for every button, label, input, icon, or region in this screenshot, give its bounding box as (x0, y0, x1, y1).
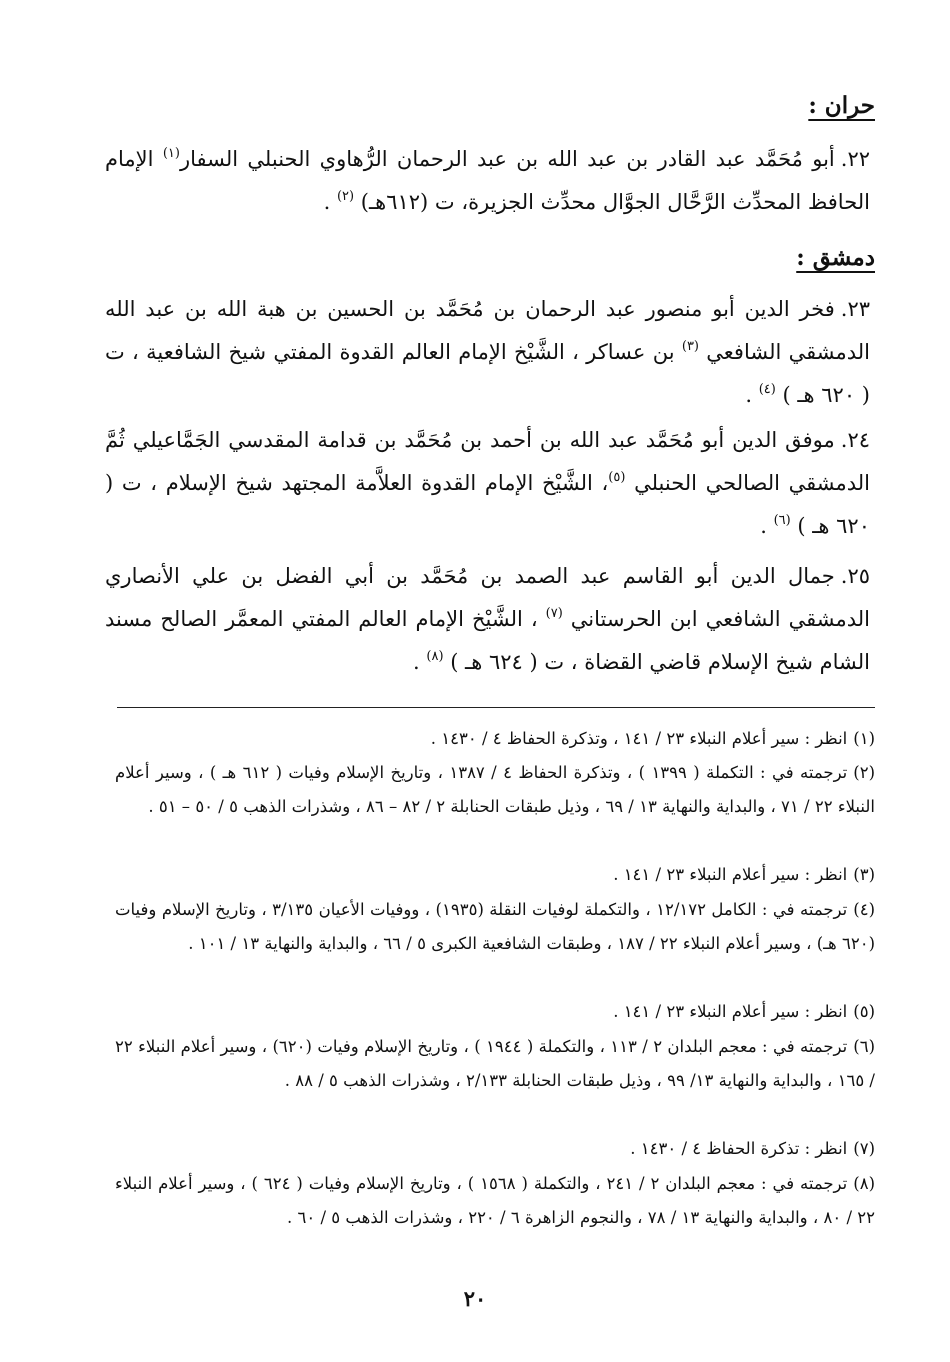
footnote-separator (117, 707, 875, 708)
footnote-8 (115, 1167, 875, 1235)
footnote-5 (115, 995, 875, 1029)
section-heading-harran: حران : (808, 92, 875, 119)
entry-text: الإمام الحافظ المحدِّث الرَّحَّال الجوَّال محدِّث الجزيرة، ت (٦١٢هـ) (105, 147, 870, 214)
entry-number: ٢٥. (840, 564, 870, 588)
section-heading-dimashq: دمشق : (796, 244, 875, 271)
footnote-6 (115, 1030, 875, 1098)
footnote-number: (٨) (853, 1174, 876, 1193)
footnote-ref: (٤) (758, 382, 776, 397)
footnote-ref: (٧) (545, 606, 563, 621)
footnote-text: ترجمته في : الكامل ١٢/١٧٢ ، والتكملة لوفيات النقلة (١٩٣٥) ، ووفيات الأعيان ٣/١٣٥ ، وتاريخ الإسلام وفيات (٦٢٠ هـ) ، وسير أعلام النبلاء ٢٢ / ١٨٧ ، وطبقات الشافعية الكبرى ٥ / ٦٦ ، والبداية والنهاية ١٣ / ١٠١ . (115, 900, 875, 953)
footnote-ref: (١) (162, 146, 180, 161)
footnote-text: انظر : سير أعلام النبلاء ٢٣ / ١٤١ ، وتذكرة الحفاظ ٤ / ١٤٣٠ . (430, 729, 848, 748)
footnote-text: انظر : سير أعلام النبلاء ٢٣ / ١٤١ . (613, 1002, 848, 1021)
footnote-ref: (٢) (336, 189, 355, 204)
footnote-number: (٣) (853, 865, 875, 884)
entry-text: ، الشَّيْخ الإمام القدوة العلاَّمة المجتهد شيخ الإسلام ، ت ( ٦٢٠ هـ ) (105, 471, 870, 538)
footnote-text: انظر : سير أعلام النبلاء ٢٣ / ١٤١ . (613, 865, 848, 884)
entry-text: أبو مُحَمَّد عبد القادر بن عبد الله بن عبد الرحمان الرُّهاوي الحنبلي السفار (179, 147, 835, 171)
entry-end: . (413, 650, 427, 674)
footnote-number: (٤) (853, 900, 876, 919)
entry-text: ، الشَّيْخ الإمام العالم المفتي المعمَّر الصالح مسند الشام شيخ الإسلام قاضي القضاة ، ت ( ٦٢٤ هـ ) (105, 607, 870, 674)
footnote-number: (٧) (853, 1139, 875, 1158)
entry-24 (105, 419, 870, 548)
footnote-number: (٦) (853, 1037, 875, 1056)
footnote-number: (٥) (853, 1002, 875, 1021)
entry-text: جمال الدين أبو القاسم عبد الصمد بن مُحَمَّد بن أبي الفضل بن علي الأنصاري الدمشقي الشافعي ابن الحرستاني (105, 564, 871, 631)
footnote-text: انظر : تذكرة الحفاظ ٤ / ١٤٣٠ . (630, 1139, 848, 1158)
entry-end: . (323, 190, 337, 214)
entry-23 (105, 288, 870, 417)
footnote-ref: (٣) (681, 339, 699, 354)
entry-end: . (745, 383, 759, 407)
entry-text: بن عساكر ، الشَّيْخ الإمام العالم القدوة المفتي شيخ الشافعية ، ت ( ٦٢٠ هـ ) (105, 340, 870, 407)
footnote-1 (115, 722, 875, 756)
footnote-text: ترجمته في : التكملة ( ١٣٩٩ ) ، وتذكرة الحفاظ ٤ / ١٣٨٧ ، وتاريخ الإسلام وفيات ( ٦١٢ هـ ) ، وسير أعلام النبلاء ٢٢ / ٧١ ، والبداية والنهاية ١٣ / ٦٩ ، وذيل طبقات الحنابلة ٢ / ٨٢ – ٨٦ ، وشذرات الذهب ٥ / ٥٠ – ٥١ . (115, 763, 875, 816)
footnote-2 (115, 756, 875, 824)
entry-22 (105, 138, 870, 224)
entry-25 (105, 555, 870, 684)
footnote-ref: (٥) (608, 470, 626, 485)
footnote-text: ترجمته في : معجم البلدان ٢ / ٢٤١ ، والتكملة ( ١٥٦٨ ) ، وتاريخ الإسلام وفيات ( ٦٢٤ ) ، وسير أعلام النبلاء ٢٢ / ٨٠ ، والبداية والنهاية ١٣ / ٧٨ ، والنجوم الزاهرة ٦ / ٢٢٠ ، وشذرات الذهب ٥ / ٦٠ . (115, 1174, 875, 1227)
footnote-3 (115, 858, 875, 892)
entry-end: . (760, 514, 774, 538)
entry-text: فخر الدين أبو منصور عبد الرحمان بن مُحَمَّد بن الحسين بن هبة الله بن عبد الله الدمشقي الشافعي (105, 297, 870, 364)
footnote-ref: (٨) (426, 649, 444, 664)
footnote-number: (٢) (853, 763, 876, 782)
page-number: ٢٠ (463, 1286, 487, 1311)
footnote-text: ترجمته في : معجم البلدان ٢ / ١١٣ ، والتكملة ( ١٩٤٤ ) ، وتاريخ الإسلام وفيات (٦٢٠) ، وسير أعلام النبلاء ٢٢ / ١٦٥ ، والبداية والنهاية ١٣/ ٩٩ ، وذيل طبقات الحنابلة ٢/١٣٣ ، وشذرات الذهب ٥ / ٨٨ . (115, 1037, 875, 1090)
footnote-7 (115, 1132, 875, 1166)
footnote-number: (١) (853, 729, 875, 748)
footnote-4 (115, 893, 875, 961)
entry-number: ٢٢. (840, 147, 870, 171)
entry-number: ٢٣. (840, 297, 870, 321)
footnote-ref: (٦) (773, 513, 791, 528)
entry-number: ٢٤. (840, 428, 870, 452)
entry-text: موفق الدين أبو مُحَمَّد عبد الله بن أحمد بن مُحَمَّد بن قدامة المقدسي الجَمَّاعيلي ثُمَّ الدمشقي الصالحي الحنبلي (105, 428, 870, 495)
